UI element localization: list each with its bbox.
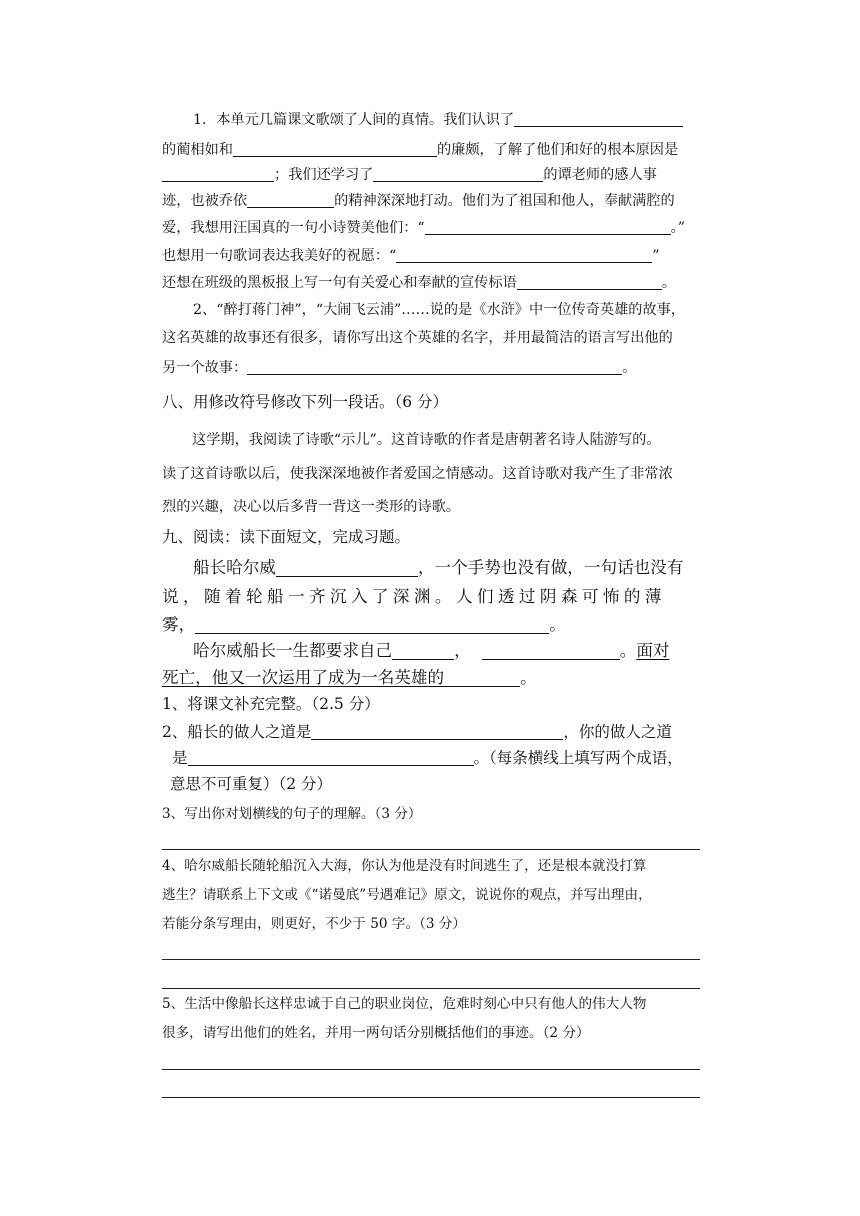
q2-text: 。 [622, 359, 637, 376]
task-2-blank-2[interactable] [188, 750, 474, 766]
task-2-text: 是 [172, 748, 188, 767]
section-8-heading: 八、用修改符号修改下列一段话。（6 分） [162, 393, 449, 411]
q1-text: 。” [670, 219, 685, 236]
underlined-sentence-part-1: 面对 [636, 641, 670, 661]
task-2-line-3: 意思不可重复）（2 分） [170, 775, 333, 793]
q2-line-1: 2、“醉打蒋门神”，“大闹飞云浦”……说的是《水浒》中一位传奇英雄的故事， [193, 302, 686, 318]
q1-line-2 [162, 142, 700, 157]
q1-blank-4[interactable] [373, 167, 543, 182]
q1-text: 的精神深深地打动。他们为了祖国和他人，奉献满腔的 [334, 192, 675, 209]
section-8-paragraph-line-3: 烈的兴趣，决心以后多背一背这一类形的诗歌。 [162, 499, 460, 515]
underlined-sentence-part-2: 死亡，他又一次运用了成为一名英雄的 [162, 668, 445, 688]
task-4-line-3: 若能分条写理由，则更好，不少于 50 字。（3 分） [162, 916, 466, 932]
passage-blank-3[interactable] [392, 643, 454, 660]
section-9-heading: 九、阅读：读下面短文，完成习题。 [162, 528, 411, 546]
q1-text: 的谭老师的感人事 [543, 166, 657, 183]
q1-text: 。 [661, 274, 676, 291]
passage-text: ， [454, 641, 471, 661]
passage-blank-5[interactable] [444, 670, 520, 687]
q1-line-3 [162, 167, 700, 182]
q1-text: 还想在班级的黑板报上写一句有关爱心和奉献的宣传标语 [162, 274, 517, 291]
q1-text: ；我们还学习了 [274, 166, 374, 183]
q1-text: 也想用一句歌词表达我美好的祝愿：“ [162, 247, 397, 264]
q1-line-6 [162, 248, 700, 263]
answer-line-task-3[interactable] [162, 849, 700, 850]
passage-line-2: 说，随着轮船一齐沉入了深渊。人们透过阴森可怖的薄 [162, 587, 666, 606]
passage-text: 船长哈尔威 [193, 558, 276, 578]
q2-text: 另一个故事： [162, 359, 248, 376]
passage-line-1 [193, 560, 700, 577]
q1-text: 爱，我想用汪国真的一句小诗赞美他们：“ [162, 219, 425, 236]
q2-line-3 [162, 360, 700, 375]
q1-blank-2[interactable] [233, 142, 437, 157]
passage-line-3 [162, 617, 700, 634]
q1-blank-1[interactable] [514, 112, 683, 127]
q1-line-4 [162, 193, 700, 208]
task-3: 3、写出你对划横线的句子的理解。（3 分） [162, 806, 422, 822]
q1-text: 1．本单元几篇课文歌颂了人间的真情。我们认识了 [193, 111, 515, 128]
answer-line-task-5-1[interactable] [162, 1069, 700, 1070]
q1-blank-7[interactable] [396, 248, 652, 263]
q1-line-1 [193, 112, 700, 127]
answer-line-task-4-1[interactable] [162, 959, 700, 960]
answer-line-task-4-2[interactable] [162, 988, 700, 989]
section-8-paragraph-line-1: 这学期，我阅读了诗歌“示儿”。这首诗歌的作者是唐朝著名诗人陆游写的。 [192, 432, 661, 448]
q1-text: 迹，也被乔依 [162, 192, 248, 209]
passage-blank-2[interactable] [195, 617, 549, 634]
q2-blank[interactable] [247, 360, 622, 375]
task-2-text: ，你的做人之道 [563, 722, 672, 741]
q1-line-7 [162, 275, 700, 290]
passage-text: 。 [549, 615, 566, 635]
task-2-text: 。（每条横线上填写两个成语， [473, 748, 683, 767]
q2-line-2: 这名英雄的故事还有很多，请你写出这个英雄的名字，并用最简洁的语言写出他的 [162, 330, 673, 346]
passage-text: 。 [619, 641, 637, 661]
q1-line-5 [162, 220, 700, 235]
task-2-blank-1[interactable] [311, 724, 563, 740]
task-5-line-2: 很多，请写出他们的姓名，并用一两句话分别概括他们的事迹。（2 分） [162, 1025, 590, 1041]
task-1: 1、将课文补充完整。（2.5 分） [162, 695, 380, 713]
task-4-line-2: 逃生？请联系上下文或《“诺曼底”号遇难记》原文，说说你的观点，并写出理由， [162, 887, 652, 903]
passage-line-5 [162, 670, 700, 687]
q1-blank-5[interactable] [247, 193, 334, 208]
answer-line-task-5-2[interactable] [162, 1097, 700, 1098]
section-8-paragraph-line-2: 读了这首诗歌以后，使我深深地被作者爱国之情感动。这首诗歌对我产生了非常浓 [162, 466, 673, 482]
passage-text: 雾， [162, 615, 196, 635]
task-4-line-1: 4、哈尔威船长随轮船沉入大海，你认为他是没有时间逃生了，还是根本就没打算 [162, 858, 647, 874]
task-5-line-1: 5、生活中像船长这样忠诚于自己的职业岗位，危难时刻心中只有他人的伟大人物 [162, 996, 647, 1012]
passage-text: ，一个手势也没有做，一句话也没有 [417, 558, 684, 578]
q1-blank-3[interactable] [162, 167, 274, 182]
passage-text: 。 [520, 668, 537, 688]
q1-text: 的廉颇，了解了他们和好的根本原因是 [436, 141, 679, 158]
task-2-line-1 [162, 724, 700, 740]
task-2-text: 2、船长的做人之道是 [162, 722, 312, 741]
passage-blank-1[interactable] [276, 560, 418, 577]
task-2-line-2 [172, 750, 700, 766]
q1-text: 的蔺相如和 [162, 141, 233, 158]
q1-blank-6[interactable] [425, 220, 671, 235]
passage-text: 哈尔威船长一生都要求自己 [193, 641, 393, 661]
q1-text: ” [652, 247, 660, 264]
passage-blank-4[interactable] [482, 643, 620, 660]
q1-blank-8[interactable] [517, 275, 662, 290]
passage-line-4 [193, 643, 700, 660]
